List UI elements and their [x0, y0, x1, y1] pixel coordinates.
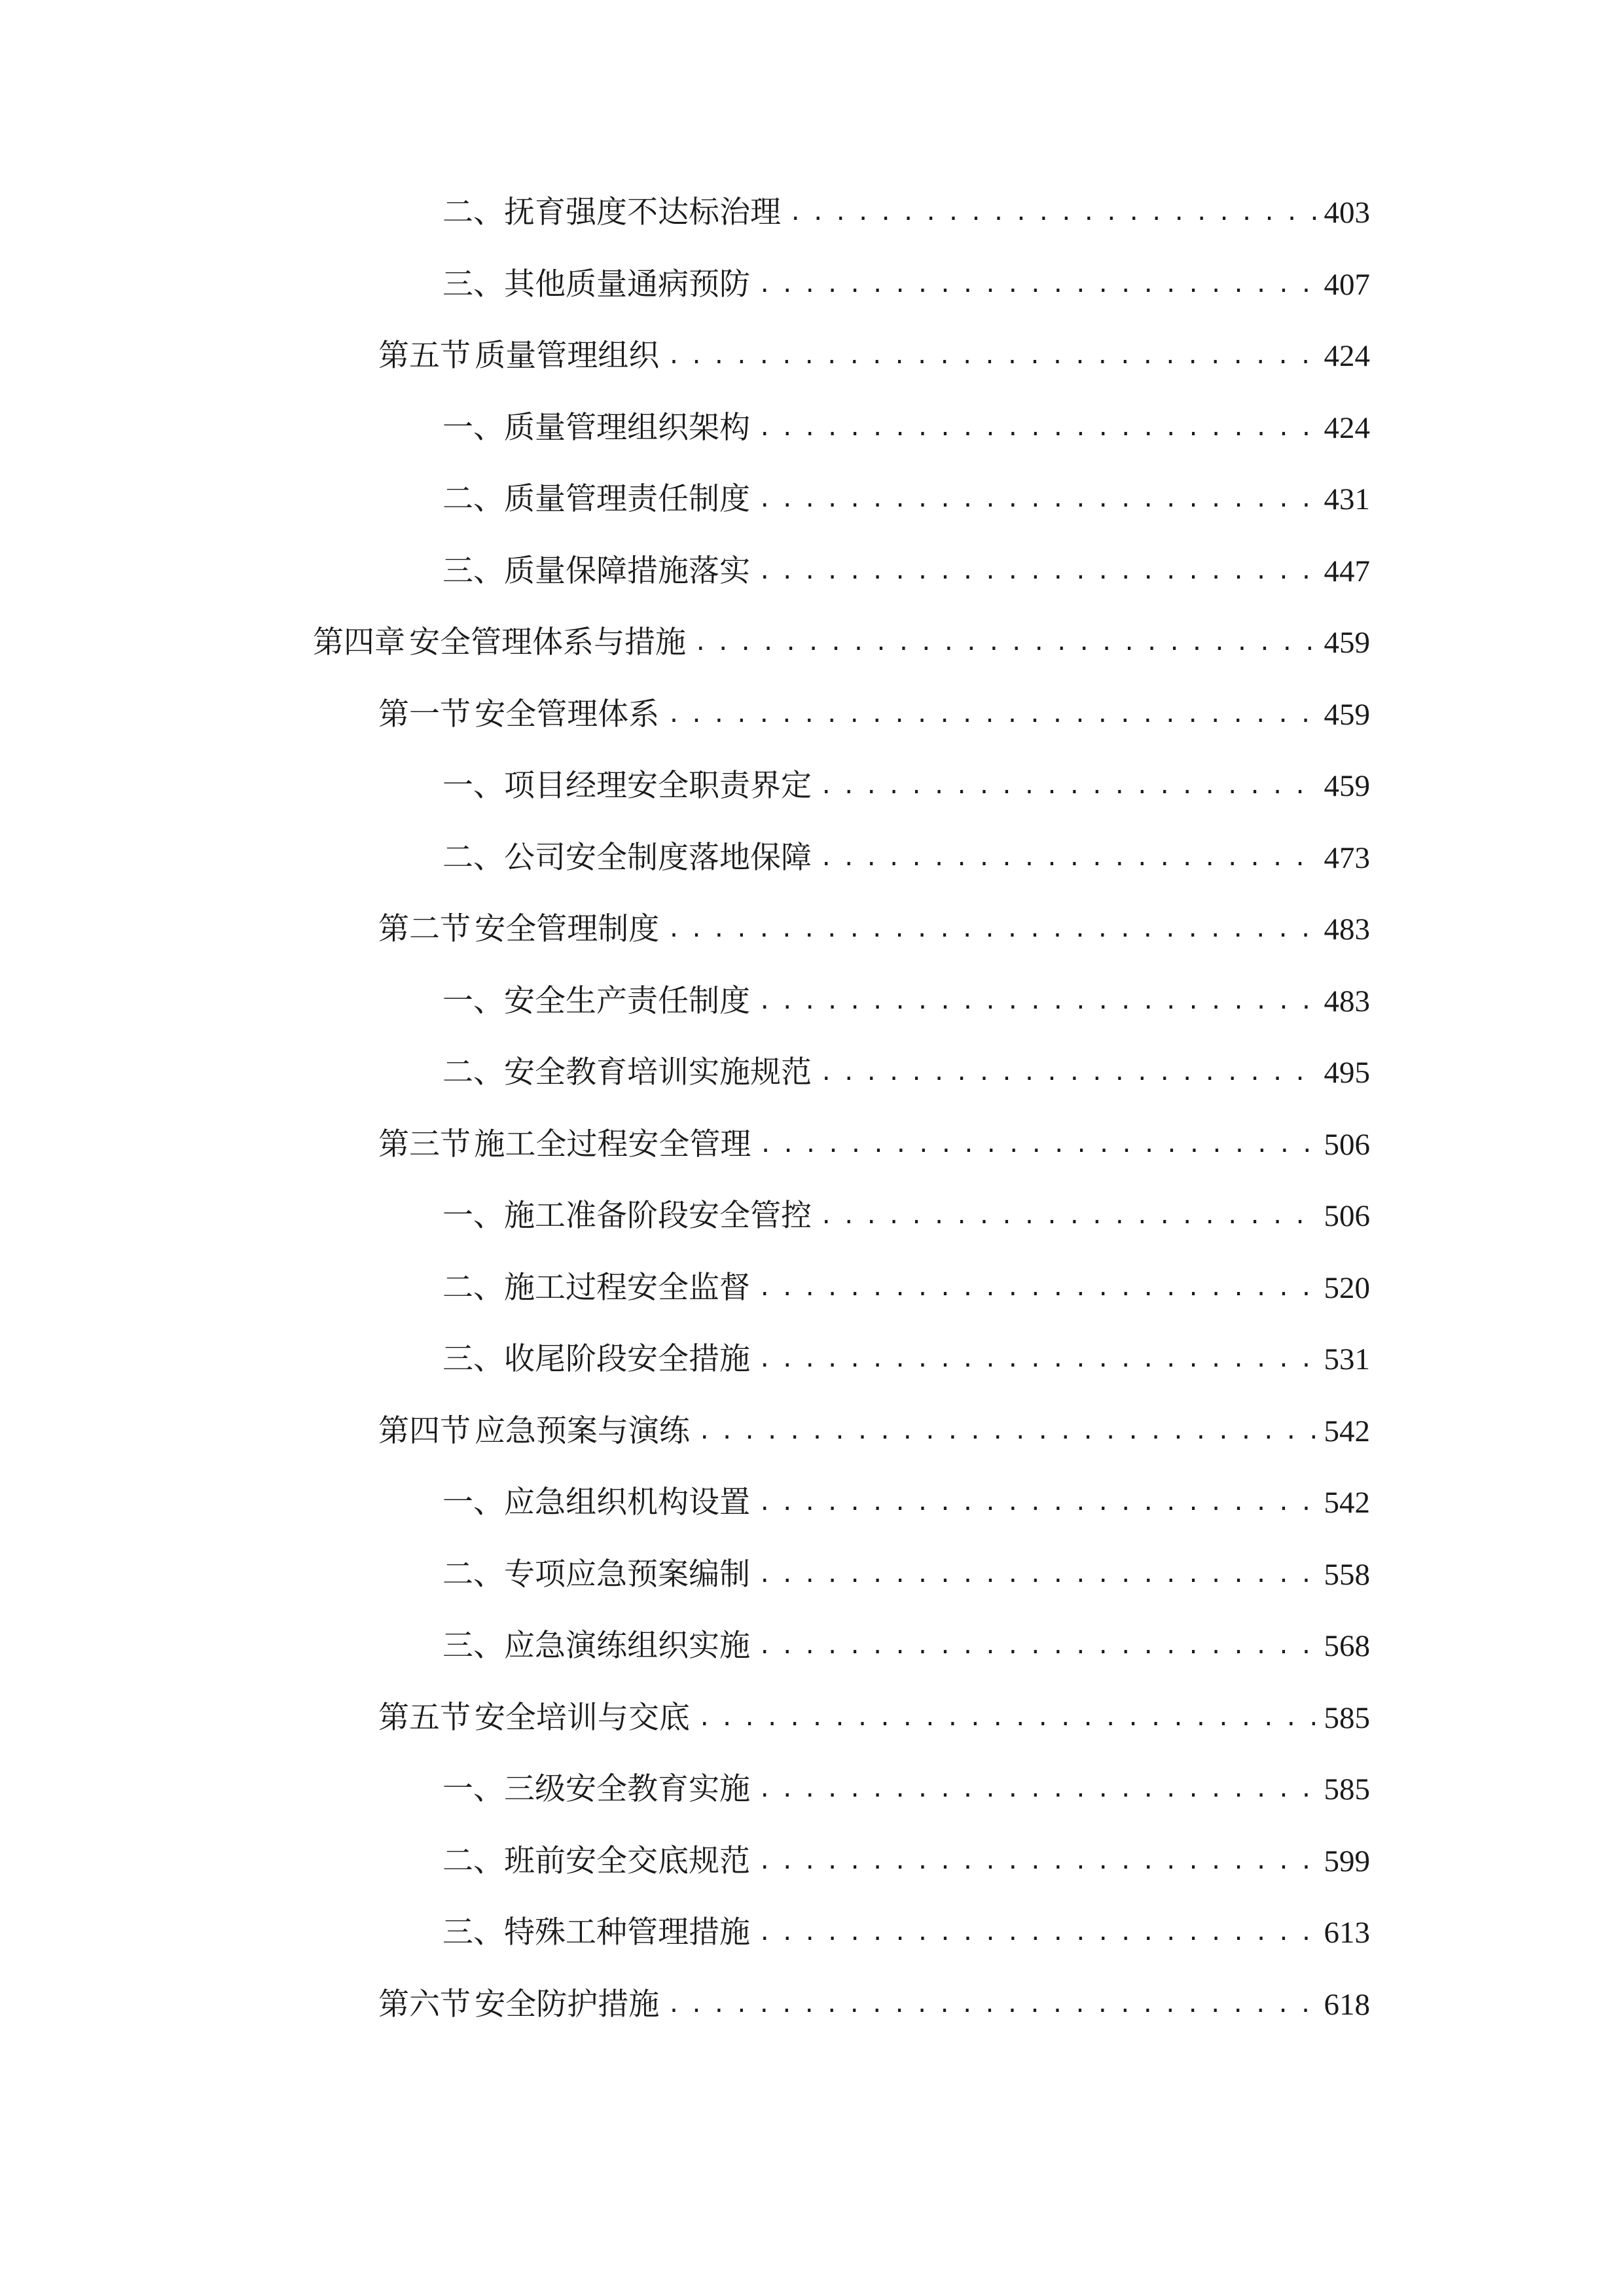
- toc-page-number: 431: [1324, 482, 1370, 516]
- toc-subsection-row[interactable]: [442, 835, 1370, 881]
- toc-dot-leader: [820, 1193, 1318, 1239]
- toc-page-number: 599: [1324, 1844, 1370, 1878]
- toc-dot-leader: [820, 763, 1318, 809]
- toc-entry-title: 质量管理责任制度: [504, 481, 750, 517]
- toc-entry-number: 第一节: [378, 696, 471, 732]
- toc-page-number: 618: [1324, 1987, 1370, 2022]
- toc-dot-leader: [758, 1265, 1318, 1311]
- toc-section-row[interactable]: [378, 692, 1370, 738]
- toc-entry-number: 第三节: [378, 1126, 471, 1162]
- toc-entry-title: 三级安全教育实施: [504, 1771, 750, 1807]
- toc-entry-number: 二、: [442, 1269, 504, 1306]
- toc-page-number: 506: [1324, 1199, 1370, 1233]
- toc-page-number: 459: [1324, 769, 1370, 803]
- toc-dot-leader: [820, 835, 1318, 881]
- toc-dot-leader: [758, 548, 1318, 594]
- toc-entry-title: 公司安全制度落地保障: [504, 839, 812, 876]
- toc-dot-leader: [758, 1767, 1318, 1812]
- toc-subsection-row[interactable]: [442, 1767, 1370, 1812]
- toc-entry-title: 应急演练组织实施: [504, 1628, 750, 1664]
- toc-page-number: 447: [1324, 554, 1370, 588]
- toc-entry-title: 安全防护措施: [475, 1986, 660, 2022]
- toc-subsection-row[interactable]: [442, 1552, 1370, 1598]
- toc-subsection-row[interactable]: [442, 763, 1370, 809]
- toc-dot-leader: [698, 1695, 1318, 1741]
- toc-entry-title: 施工过程安全监督: [504, 1269, 750, 1306]
- toc-subsection-row[interactable]: [442, 978, 1370, 1024]
- toc-dot-leader: [758, 262, 1318, 308]
- toc-page-number: 613: [1324, 1916, 1370, 1950]
- toc-entry-number: 二、: [442, 1842, 504, 1879]
- toc-entry-title: 安全管理制度: [475, 911, 660, 947]
- toc-entry-title: 安全教育培训实施规范: [504, 1054, 812, 1090]
- toc-page-number: 520: [1324, 1270, 1370, 1305]
- toc-page-number: 568: [1324, 1629, 1370, 1663]
- toc-subsection-row[interactable]: [442, 190, 1370, 236]
- toc-entry-number: 二、: [442, 839, 504, 876]
- toc-section-row[interactable]: [378, 1408, 1370, 1454]
- toc-entry-number: 三、: [442, 1914, 504, 1950]
- toc-page-number: 403: [1324, 196, 1370, 230]
- toc-dot-leader: [758, 1336, 1318, 1382]
- toc-subsection-row[interactable]: [442, 1050, 1370, 1096]
- toc-page-number: 473: [1324, 840, 1370, 875]
- toc-section-row[interactable]: [378, 1122, 1370, 1168]
- toc-entry-number: 一、: [442, 768, 504, 804]
- toc-entry-number: 第四节: [378, 1412, 471, 1449]
- toc-entry-title: 施工准备阶段安全管控: [504, 1198, 812, 1234]
- toc-entry-title: 质量管理组织: [475, 338, 660, 374]
- toc-page-number: 531: [1324, 1342, 1370, 1376]
- toc-entry-number: 一、: [442, 409, 504, 446]
- toc-section-row[interactable]: [378, 1982, 1370, 2028]
- toc-dot-leader: [694, 620, 1318, 666]
- toc-subsection-row[interactable]: [442, 1265, 1370, 1311]
- toc-subsection-row[interactable]: [442, 1480, 1370, 1526]
- toc-entry-number: 三、: [442, 552, 504, 589]
- toc-entry-number: 一、: [442, 1771, 504, 1807]
- toc-entry-title: 安全生产责任制度: [504, 982, 750, 1019]
- toc-entry-number: 第五节: [378, 1699, 471, 1736]
- toc-entry-title: 班前安全交底规范: [504, 1842, 750, 1879]
- toc-subsection-row[interactable]: [442, 405, 1370, 451]
- toc-entry-number: 二、: [442, 1054, 504, 1090]
- toc-entry-title: 特殊工种管理措施: [504, 1914, 750, 1950]
- toc-dot-leader: [667, 692, 1317, 738]
- toc-dot-leader: [758, 405, 1318, 451]
- toc-entry-number: 第五节: [378, 338, 471, 374]
- toc-entry-number: 第六节: [378, 1986, 471, 2022]
- toc-entry-number: 第四章: [313, 624, 405, 660]
- toc-entry-title: 质量保障措施落实: [504, 552, 750, 589]
- toc-dot-leader: [758, 1623, 1318, 1669]
- toc-entry-title: 收尾阶段安全措施: [504, 1341, 750, 1377]
- toc-page-number: 542: [1324, 1414, 1370, 1448]
- toc-dot-leader: [758, 476, 1318, 522]
- toc-entry-number: 二、: [442, 194, 504, 230]
- toc-page-number: 459: [1324, 697, 1370, 732]
- toc-page-number: 542: [1324, 1486, 1370, 1520]
- toc-entry-number: 一、: [442, 982, 504, 1019]
- toc-subsection-row[interactable]: [442, 476, 1370, 522]
- toc-page-number: 407: [1324, 267, 1370, 302]
- toc-subsection-row[interactable]: [442, 1336, 1370, 1382]
- toc-entry-number: 一、: [442, 1484, 504, 1520]
- toc-dot-leader: [758, 1839, 1318, 1884]
- toc-entry-number: 三、: [442, 1341, 504, 1377]
- toc-page-number: 483: [1324, 984, 1370, 1018]
- toc-page-number: 495: [1324, 1056, 1370, 1090]
- toc-dot-leader: [758, 978, 1318, 1024]
- toc-dot-leader: [758, 1910, 1318, 1956]
- toc-entry-number: 二、: [442, 481, 504, 517]
- toc-page-number: 585: [1324, 1700, 1370, 1735]
- toc-dot-leader: [789, 190, 1318, 236]
- toc-page-number: 424: [1324, 339, 1370, 373]
- toc-subsection-row[interactable]: [442, 1839, 1370, 1884]
- toc-page-number: 424: [1324, 410, 1370, 445]
- toc-chapter-row[interactable]: [313, 620, 1370, 666]
- toc-entry-number: 三、: [442, 266, 504, 302]
- toc-entry-title: 应急预案与演练: [474, 1412, 690, 1449]
- toc-subsection-row[interactable]: [442, 548, 1370, 594]
- toc-entry-title: 安全管理体系与措施: [408, 624, 686, 660]
- toc-section-row[interactable]: [378, 906, 1370, 952]
- toc-entry-number: 第二节: [378, 911, 471, 947]
- toc-dot-leader: [758, 1480, 1318, 1526]
- toc-page-number: 506: [1324, 1127, 1370, 1162]
- toc-subsection-row[interactable]: [442, 1193, 1370, 1239]
- toc-dot-leader: [759, 1122, 1317, 1168]
- toc-dot-leader: [698, 1408, 1318, 1454]
- toc-subsection-row[interactable]: [442, 262, 1370, 308]
- toc-entry-title: 安全培训与交底: [474, 1699, 690, 1736]
- toc-page-number: 459: [1324, 626, 1370, 660]
- toc-dot-leader: [667, 1982, 1317, 2028]
- toc-entry-title: 应急组织机构设置: [504, 1484, 750, 1520]
- toc-entry-title: 施工全过程安全管理: [474, 1126, 751, 1162]
- toc-entry-title: 质量管理组织架构: [504, 409, 750, 446]
- toc-entry-title: 项目经理安全职责界定: [504, 768, 812, 804]
- toc-subsection-row[interactable]: [442, 1910, 1370, 1956]
- toc-entry-title: 其他质量通病预防: [504, 266, 750, 302]
- toc-page-number: 558: [1324, 1557, 1370, 1592]
- toc-entry-title: 专项应急预案编制: [504, 1556, 750, 1592]
- toc-entry-title: 安全管理体系: [475, 696, 660, 732]
- toc-entry-title: 抚育强度不达标治理: [504, 194, 781, 230]
- toc-page-number: 483: [1324, 912, 1370, 946]
- toc-dot-leader: [758, 1552, 1318, 1598]
- toc-entry-number: 三、: [442, 1628, 504, 1664]
- toc-subsection-row[interactable]: [442, 1623, 1370, 1669]
- toc-dot-leader: [667, 333, 1317, 379]
- toc-section-row[interactable]: [378, 333, 1370, 379]
- toc-dot-leader: [667, 906, 1317, 952]
- toc-dot-leader: [820, 1050, 1318, 1096]
- toc-section-row[interactable]: [378, 1695, 1370, 1741]
- toc-entry-number: 二、: [442, 1556, 504, 1592]
- toc-page-number: 585: [1324, 1772, 1370, 1806]
- toc-entry-number: 一、: [442, 1198, 504, 1234]
